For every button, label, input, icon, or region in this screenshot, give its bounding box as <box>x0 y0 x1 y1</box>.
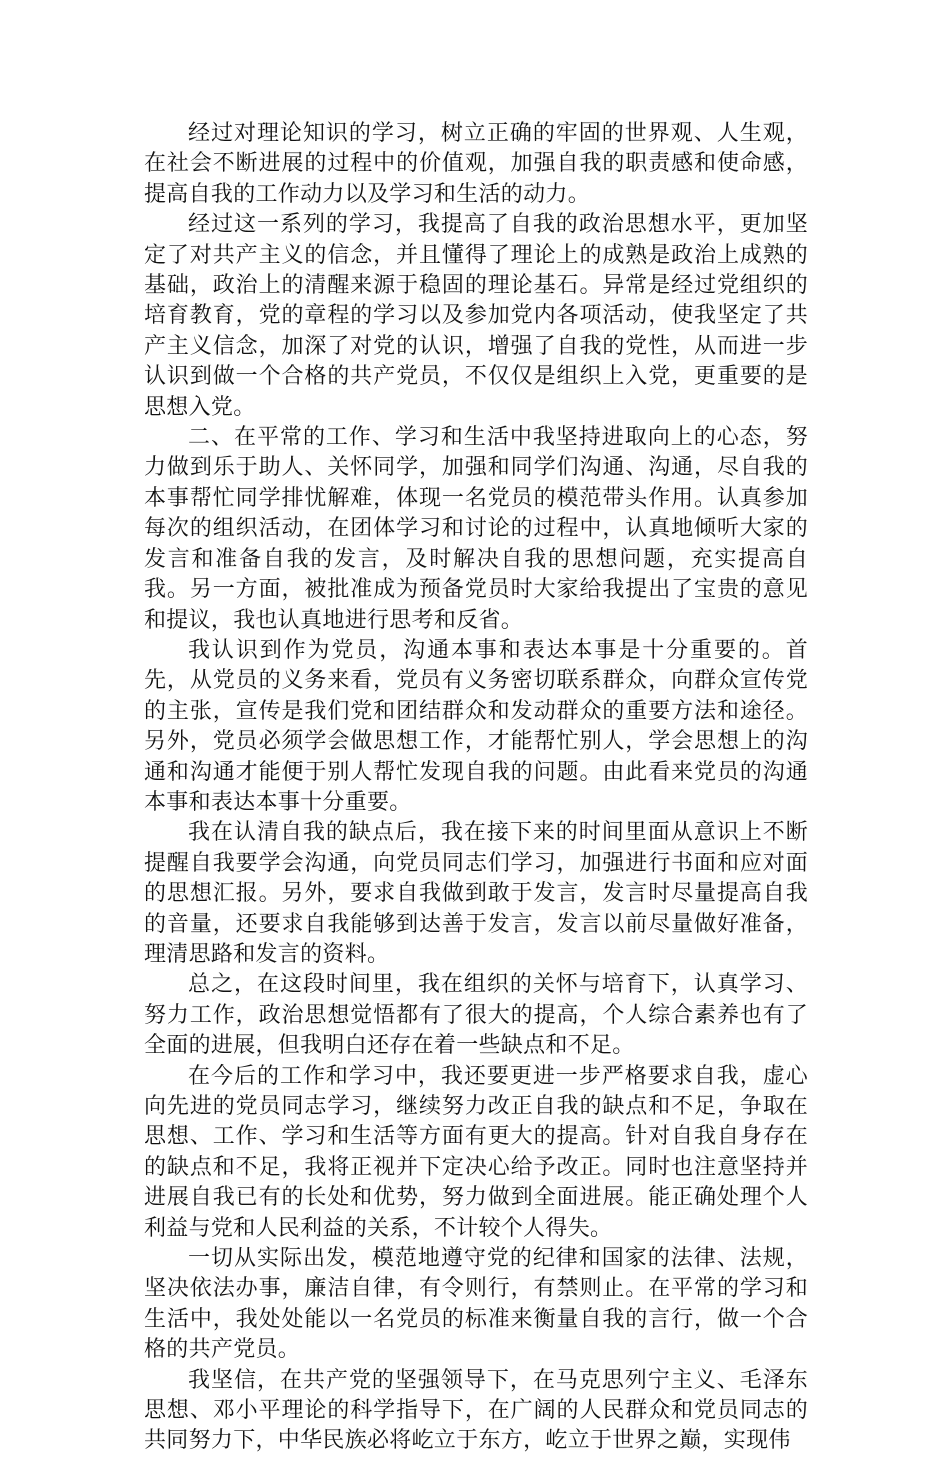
document-body <box>144 119 808 1457</box>
paragraph: 总之，在这段时间里，我在组织的关怀与培育下，认真学习、努力工作，政治思想觉悟都有了很大的提高，个人综合素养也有了全面的进展，但我明白还存在着一些缺点和不足。 <box>144 972 808 1059</box>
paragraph: 经过这一系列的学习，我提高了自我的政治思想水平，更加坚定了对共产主义的信念，并且懂得了理论上的成熟是政治上成熟的基础，政治上的清醒来源于稳固的理论基石。异常是经过党组织的培育教育，党的章程的学习以及参加党内各项活动，使我坚定了共产主义信念，加深了对党的认识，增强了自我的党性，从而进一步认识到做一个合格的共产党员，不仅仅是组织上入党，更重要的是思想入党。 <box>144 212 808 420</box>
paragraph: 经过对理论知识的学习，树立正确的牢固的世界观、人生观，在社会不断进展的过程中的价值观，加强自我的职责感和使命感，提高自我的工作动力以及学习和生活的动力。 <box>144 121 808 207</box>
paragraph: 在今后的工作和学习中，我还要更进一步严格要求自我，虚心向先进的党员同志学习，继续努力改正自我的缺点和不足，争取在思想、工作、学习和生活等方面有更大的提高。针对自我自身存在的缺点和不足，我将正视并下定决心给予改正。同时也注意坚持并进展自我已有的长处和优势，努力做到全面进展。能正确处理个人利益与党和人民利益的关系，不计较个人得失。 <box>144 1063 808 1241</box>
paragraph: 一切从实际出发，模范地遵守党的纪律和国家的法律、法规，坚决依法办事，廉洁自律，有令则行，有禁则止。在平常的学习和生活中，我处处能以一名党员的标准来衡量自我的言行，做一个合格的共产党员。 <box>144 1246 808 1363</box>
paragraph: 我在认清自我的缺点后，我在接下来的时间里面从意识上不断提醒自我要学会沟通，向党员同志们学习，加强进行书面和应对面的思想汇报。另外，要求自我做到敢于发言，发言时尽量提高自我的音量，还要求自我能够到达善于发言，发言以前尽量做好准备，理清思路和发言的资料。 <box>144 820 808 967</box>
paragraph: 二、在平常的工作、学习和生活中我坚持进取向上的心态，努力做到乐于助人、关怀同学，加强和同学们沟通、沟通，尽自我的本事帮忙同学排忧解难，体现一名党员的模范带头作用。认真参加每次的组织活动，在团体学习和讨论的过程中，认真地倾听大家的发言和准备自我的发言，及时解决自我的思想问题，充实提高自我。另一方面，被批准成为预备党员时大家给我提出了宝贵的意见和提议，我也认真地进行思考和反省。 <box>144 425 808 633</box>
paragraph: 我认识到作为党员，沟通本事和表达本事是十分重要的。首先，从党员的义务来看，党员有义务密切联系群众，向群众宣传党的主张，宣传是我们党和团结群众和发动群众的重要方法和途径。另外，党员必须学会做思想工作，才能帮忙别人，学会思想上的沟通和沟通才能便于别人帮忙发现自我的问题。由此看来党员的沟通本事和表达本事十分重要。 <box>144 637 808 815</box>
paragraph: 我坚信，在共产党的坚强领导下，在马克思列宁主义、毛泽东思想、邓小平理论的科学指导下，在广阔的人民群众和党员同志的共同努力下，中华民族必将屹立于东方，屹立于世界之巅，实现伟 <box>144 1367 808 1454</box>
